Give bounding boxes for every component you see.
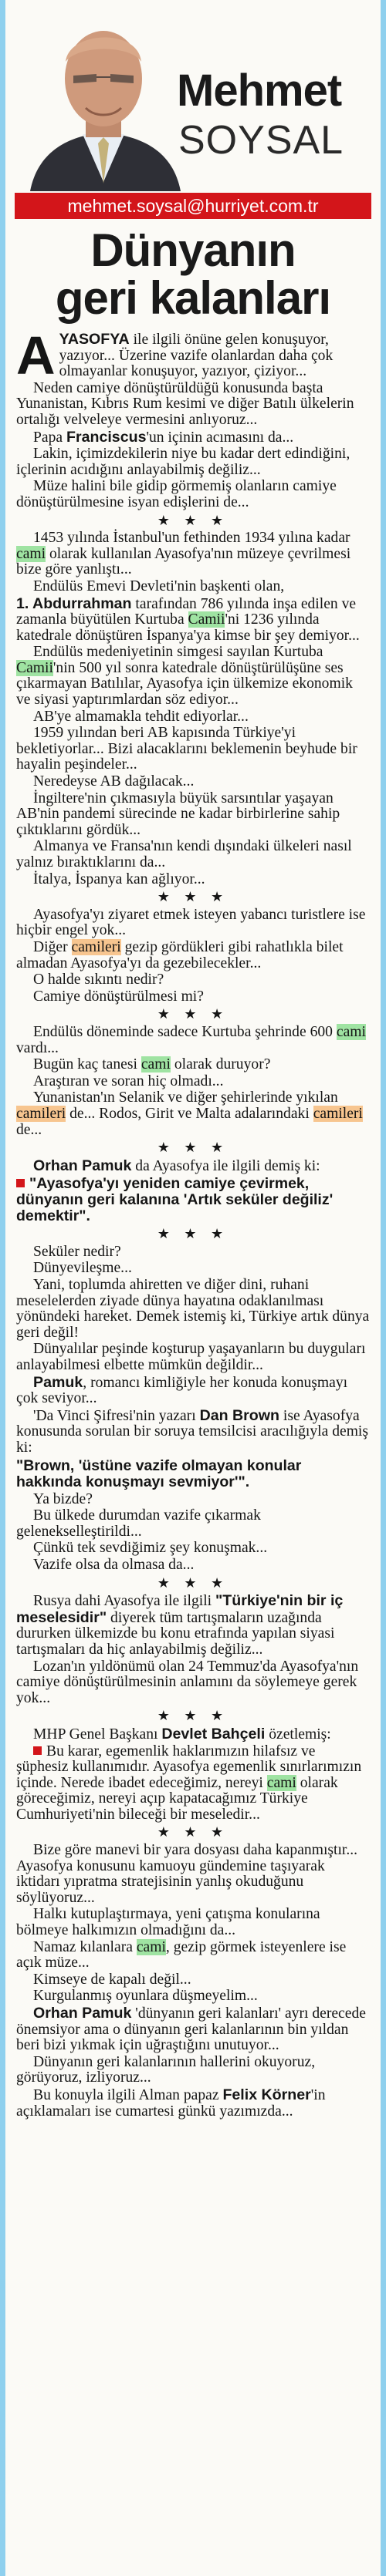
paragraph: Yunanistan'ın Selanik ve diğer şehirlerinde yıkılan camileri de... Rodos, Girit ve Malta adalarındaki camileri de...	[16, 1089, 363, 1138]
highlight-orange: camileri	[313, 1105, 363, 1122]
paragraph: Yani, toplumda ahiretten ve diğer dini, ruhani meselelerden ziyade dünya hayatına odaklanılması yönündeki hareket. Demek istemiş ki, Türkiye artık dünya geri değil!	[16, 1277, 370, 1341]
highlight-green: cami	[141, 1056, 171, 1073]
headline-line-2: geri kalanları	[55, 272, 331, 324]
pull-quote: "Brown, 'üstüne vazife olmayan konular hakkında konuşmayı sevmiyor'".	[16, 1456, 302, 1490]
paragraph: Bu karar, egemenlik haklarımızın hilafsız ve şüphesiz kullanımıdır. Ayasofya egemenlik sınırlarımızın içinde. Nerede ibadet edeceğimiz, nereyi cami olarak göreceğimiz, nereyi açıp kapatacağımız Türkiye Cumhuriyeti'nin bileceği bir meseledir...	[16, 1743, 362, 1823]
paragraph: MHP Genel Başkanı Devlet Bahçeli özetlemiş:	[33, 1725, 331, 1743]
author-last-name: SOYSAL	[178, 118, 344, 163]
author-first-name: Mehmet	[177, 66, 342, 116]
paragraph: İtalya, İspanya kan ağlıyor...	[33, 870, 205, 887]
highlight-green: cami	[336, 1023, 366, 1040]
paragraph: 'Da Vinci Şifresi'nin yazarı Dan Brown ise Ayasofya konusunda sorulan bir soruya temsilcisi aracılığıyla demiş ki:	[16, 1406, 369, 1456]
bullet-square-icon	[16, 1179, 25, 1187]
column-header	[5, 0, 381, 324]
paragraph: Namaz kılanlara cami, gezip görmek isteyenlere ise açık müze...	[16, 1938, 347, 1972]
paragraph: Bugün kaç tanesi cami olarak duruyor?	[33, 1056, 271, 1073]
paragraph: 1959 yılından beri AB kapısında Türkiye'yi bekletiyorlar... Bizi alacaklarını beklemenin beyhude bir hayalin peşindeler...	[16, 725, 357, 773]
highlight-green: cami	[136, 1938, 166, 1955]
section-divider: ★ ★ ★	[157, 1574, 229, 1591]
headline-line-1: Dünyanın	[90, 224, 296, 276]
paragraph: Lozan'ın yıldönümü olan 24 Temmuz'da Ayasofya'nın camiye dönüştürülmesinin anlamını da söylemeye gerek yok...	[16, 1658, 359, 1706]
paragraph: Endülüs döneminde sadece Kurtuba şehrinde 600 cami vardı...	[16, 1023, 366, 1056]
paragraph: 1453 yılında İstanbul'un fethinden 1934 yılına kadar cami olarak kullanılan Ayasofya'nın müzeye çevrilmesi bize göre yanlıştı...	[16, 530, 351, 578]
highlight-green: cami	[266, 1774, 296, 1791]
paragraph: Ya bizde?	[33, 1490, 93, 1507]
paragraph: Dünyalılar peşinde koşturup yaşayanların bu duyguları anlayabilmesi elbette mümkün değildir...	[16, 1341, 366, 1374]
paragraph: Neredeyse AB dağılacak...	[33, 773, 195, 790]
section-divider: ★ ★ ★	[157, 1824, 229, 1840]
paragraph: Endülüs Emevi Devleti'nin başkenti olan,	[33, 577, 285, 594]
bullet-square-icon	[33, 1746, 42, 1755]
paragraph: Orhan Pamuk 'dünyanın geri kalanları' ayrı derecede önemsiyor ama o dünyanın geri kalanlarının bin yıldan beri bizi yıkmak için uğraştığını unutuyor...	[16, 2005, 366, 2054]
paragraph: Almanya ve Fransa'nın kendi dışındaki ülkeleri nasıl yalnız bıraktıklarını da...	[16, 838, 352, 870]
pull-quote: "Ayasofya'yı yeniden camiye çevirmek, dünyanın geri kalanına 'Artık seküler değiliz' demektir".	[16, 1175, 334, 1225]
section-divider: ★ ★ ★	[157, 512, 229, 528]
paragraph: Ayasofya'yı ziyaret etmek isteyen yabancı turistlere ise hiçbir engel yok...	[16, 906, 366, 939]
paragraph: Diğer camileri gezip gördükleri gibi rahatlıkla bilet almadan Ayasofya'yı da gezebilecekler...	[16, 938, 344, 971]
paragraph: Halkı kutuplaştırmaya, yeni çatışma konularına bölmeye halkımızın olmadığını da...	[16, 1906, 320, 1939]
paragraph: Bize göre manevi bir yara dosyası daha kapanmıştır... Ayasofya konusunu kamuoyu gündemine taşıyarak iktidarı yıpratma stratejisinin yanlış okuduğunu söylüyoruz...	[16, 1842, 358, 1906]
section-divider: ★ ★ ★	[157, 889, 229, 905]
highlight-orange: camileri	[71, 938, 121, 955]
paragraph: Araştıran ve soran hiç olmadı...	[33, 1072, 224, 1089]
paragraph: Kimseye de kapalı değil...	[33, 1971, 191, 1988]
paragraph: Çünkü tek sevdiğimiz şey konuşmak...	[33, 1540, 268, 1557]
headline	[15, 224, 371, 324]
paragraph: O halde sıkıntı nedir?	[33, 971, 164, 988]
paragraph: AB'ye almamakla tehdit ediyorlar...	[33, 708, 249, 725]
highlight-green: Camii	[16, 659, 53, 676]
paragraph: İngiltere'nin çıkmasıyla büyük sarsıntılar yaşayan AB'nin pandemi sürecinde ne kadar birbirlerine sahip çıktıklarını gördük...	[16, 790, 340, 838]
paragraph: Endülüs medeniyetinin simgesi sayılan Kurtuba Camii'nin 500 yıl sonra katedrale dönüştürülüşüne ses çıkarmayan Batılılar, Ayasofya için ülkemize ekonomik ve siyasi yaptırımlardan söz ediyor...	[16, 644, 353, 709]
paragraph: Müze halini bile gidip görmemiş olanların camiye dönüştürülmesine isyan edişlerini de...	[16, 478, 337, 510]
paragraph: Orhan Pamuk da Ayasofya ile ilgili demiş ki:	[33, 1157, 320, 1174]
paragraph: Bu ülkede durumdan vazife çıkarmak gelenekselleştirildi...	[16, 1507, 261, 1540]
section-divider: ★ ★ ★	[157, 1226, 229, 1242]
section-divider: ★ ★ ★	[157, 1006, 229, 1022]
highlight-green: cami	[16, 545, 46, 562]
paragraph: Dünyevileşme...	[33, 1260, 132, 1277]
drop-cap: A	[16, 325, 56, 386]
paragraph: Bu konuyla ilgili Alman papaz Felix Körner'in açıklamaları ise cumartesi günkü yazımızda...	[16, 2086, 326, 2120]
author-photo	[15, 5, 192, 191]
section-divider: ★ ★ ★	[157, 1708, 229, 1724]
author-email[interactable]: mehmet.soysal@hurriyet.com.tr	[15, 193, 371, 219]
paragraph: Pamuk, romancı kimliğiyle her konuda konuşmayı çok seviyor...	[16, 1373, 348, 1407]
paragraph: Seküler nedir?	[33, 1243, 121, 1260]
paragraph: Vazife olsa da olmasa da...	[33, 1556, 195, 1573]
paragraph: Neden camiye dönüştürüldüğü konusunda başta Yunanistan, Kıbrıs Rum kesimi ve diğer Batılı ülkelerin ortalığı velveleye vermesini anlıyoruz...	[16, 379, 354, 428]
paragraph: Papa Franciscus'un içinin acımasını da...	[33, 428, 294, 446]
paragraph: Kurgulanmış oyunlara düşmeyelim...	[33, 1988, 258, 2005]
paragraph: Lakin, içimizdekilerin niye bu kadar dert edindiğini, içlerinin acıdığını anlayabilmiş değiliz...	[16, 446, 350, 478]
article-body	[16, 325, 370, 2120]
highlight-orange: camileri	[16, 1105, 66, 1122]
paragraph: AYASOFYA ile ilgili önüne gelen konuşuyor, yazıyor... Üzerine vazife olanlardan daha çok olmayanlar konuşuyor, yazıyor, çiziyor...	[16, 325, 334, 386]
paragraph: Dünyanın geri kalanlarının hallerini okuyoruz, görüyoruz, izliyoruz...	[16, 2053, 316, 2086]
paragraph: 1. Abdurrahman tarafından 786 yılında inşa edilen ve zamanla büyütülen Kurtuba Camii'ni 1236 yılında katedrale dönüştüren İspanya'ya kimse bir şey demiyor...	[16, 594, 360, 644]
highlight-green: Camii	[188, 611, 225, 628]
paragraph: Rusya dahi Ayasofya ile ilgili "Türkiye'nin bir iç meselesidir" diyerek tüm tartışmaların uzağında dururken ülkemizde bu konu etrafında yapılan siyasi tartışmaları da hiç anlayabilmiş değiliz...	[16, 1592, 344, 1658]
paragraph: Camiye dönüştürülmesi mi?	[33, 988, 204, 1005]
section-divider: ★ ★ ★	[157, 1140, 229, 1156]
